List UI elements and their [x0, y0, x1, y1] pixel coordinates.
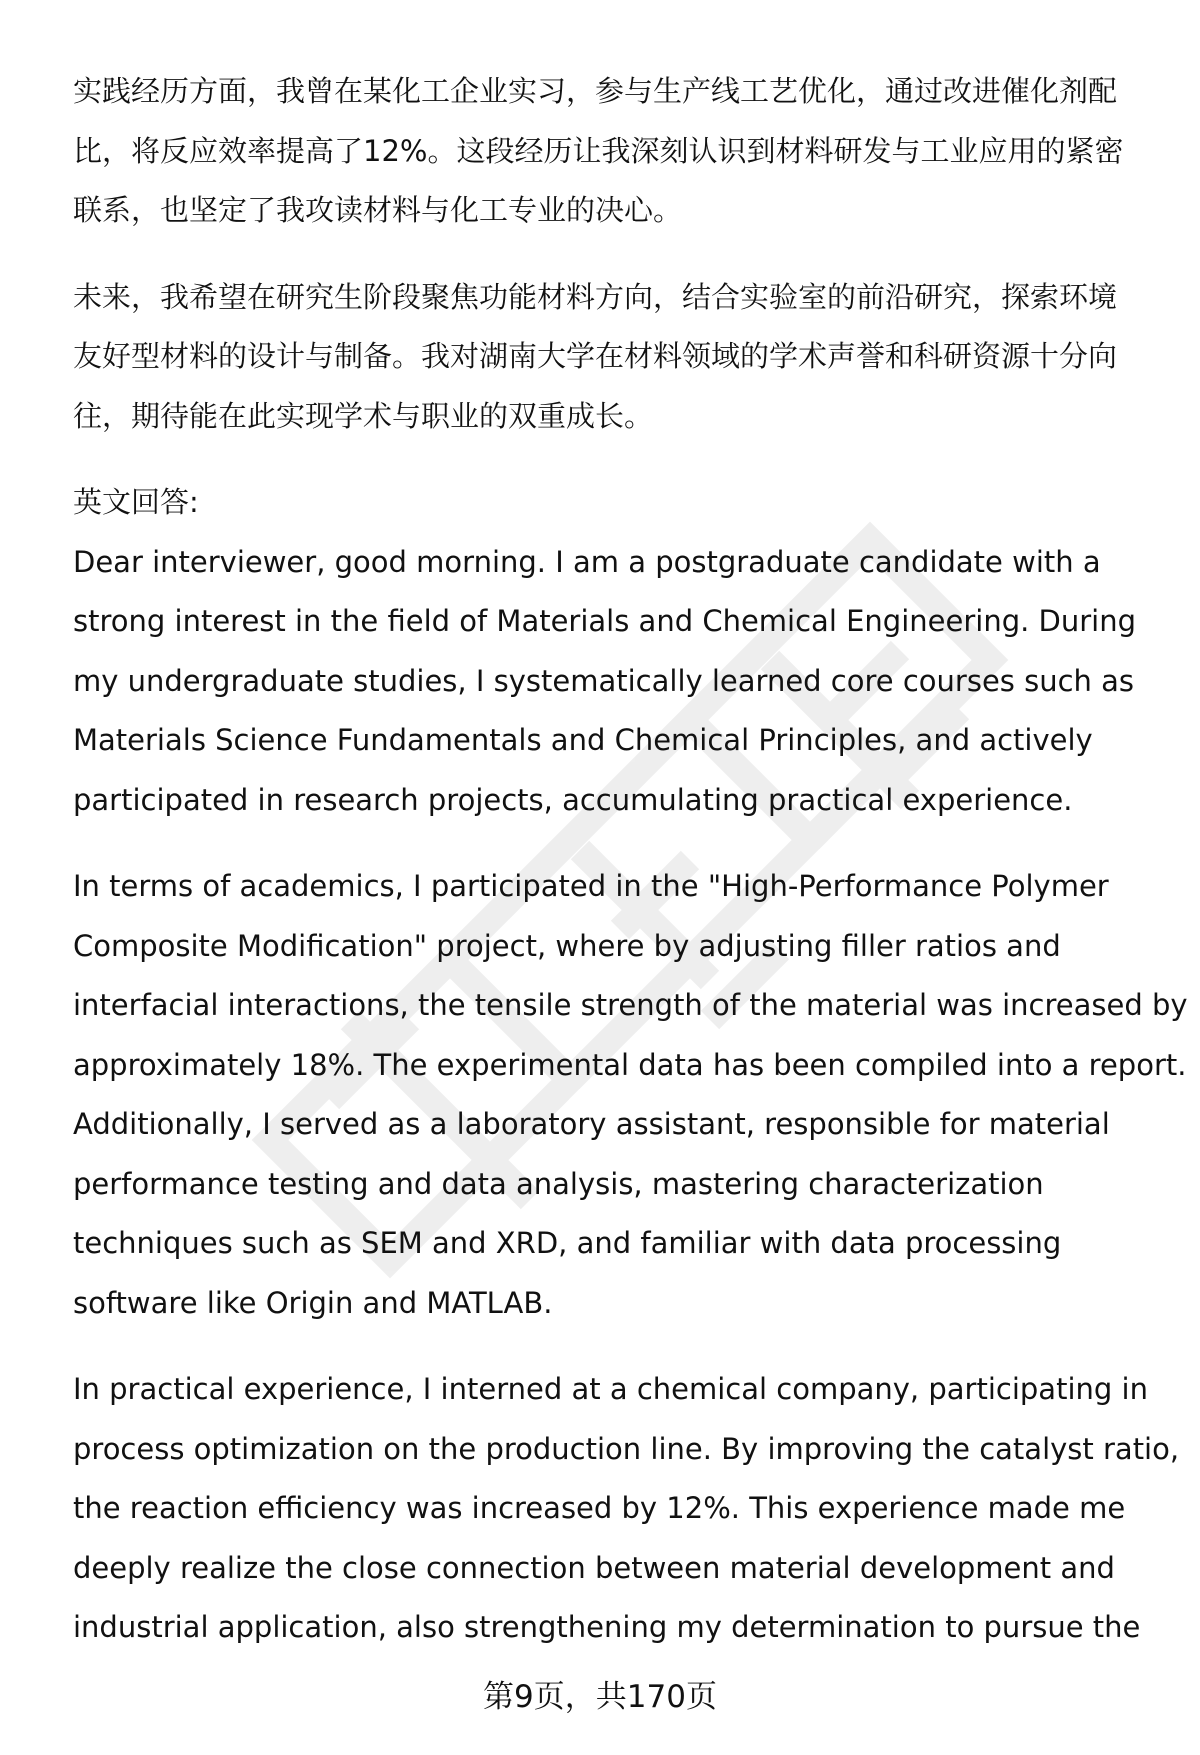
text-line: performance testing and data analysis, mastering characterization [73, 1166, 1044, 1201]
page-number-footer: 第9页，共170页 [483, 1679, 717, 1715]
text-line: 联系，也坚定了我攻读材料与化工专业的决心。 [73, 193, 683, 227]
paragraph-en-intro [73, 533, 1163, 831]
text-line: interfacial interactions, the tensile strength of the material was increased by [73, 988, 1188, 1022]
text-line: approximately 18%. The experimental data has been compiled into a report. [73, 1047, 1187, 1082]
english-answer-heading: 英文回答: [73, 485, 199, 519]
text-line: industrial application, also strengthening my determination to pursue the [73, 1610, 1141, 1644]
text-line: In terms of academics, I participated in the "High-Performance Polymer [73, 869, 1109, 903]
text-line: 实践经历方面，我曾在某化工企业实习，参与生产线工艺优化，通过改进催化剂配 [73, 74, 1118, 108]
text-line: Materials Science Fundamentals and Chemical Principles, and actively [73, 723, 1093, 757]
text-line: 比，将反应效率提高了12%。这段经历让我深刻认识到材料研发与工业应用的紧密 [73, 133, 1124, 168]
text-line: 往，期待能在此实现学术与职业的双重成长。 [73, 398, 654, 433]
paragraph-en-practice [73, 1360, 1180, 1658]
text-line: deeply realize the close connection between material development and [73, 1550, 1115, 1585]
paragraph-zh-future [73, 268, 1163, 447]
paragraph-zh-practice [73, 62, 1163, 241]
text-line: Composite Modification" project, where by adjusting filler ratios and [73, 928, 1061, 963]
text-line: 友好型材料的设计与制备。我对湖南大学在材料领域的学术声誉和科研资源十分向 [73, 339, 1118, 373]
text-line: In practical experience, I interned at a chemical company, participating in [73, 1372, 1148, 1406]
text-line: my undergraduate studies, I systematically learned core courses such as [73, 663, 1135, 698]
text-line: Dear interviewer, good morning. I am a postgraduate candidate with a [73, 544, 1101, 579]
text-line: 未来，我希望在研究生阶段聚焦功能材料方向，结合实验室的前沿研究，探索环境 [73, 279, 1118, 314]
text-line: participated in research projects, accumulating practical experience. [73, 782, 1073, 817]
text-line: strong interest in the field of Materials and Chemical Engineering. During [73, 604, 1137, 638]
document-body [73, 62, 1188, 1685]
paragraph-en-academics [73, 857, 1188, 1333]
text-line: the reaction efficiency was increased by 12%. This experience made me [73, 1491, 1126, 1525]
text-line: process optimization on the production line. By improving the catalyst ratio, [73, 1431, 1180, 1466]
text-line: Additionally, I served as a laboratory assistant, responsible for material [73, 1107, 1110, 1141]
text-line: techniques such as SEM and XRD, and familiar with data processing [73, 1226, 1062, 1260]
text-line: software like Origin and MATLAB. [73, 1285, 553, 1320]
